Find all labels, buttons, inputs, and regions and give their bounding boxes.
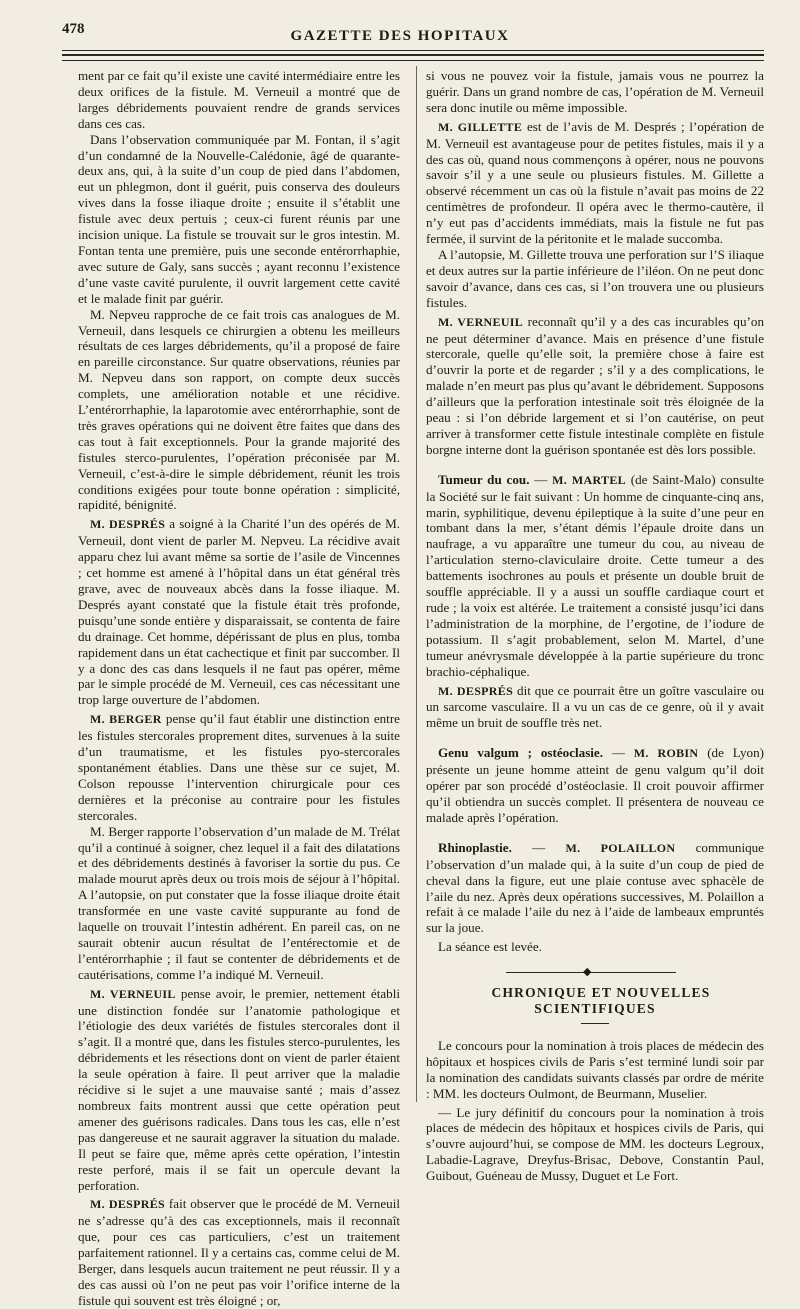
paragraph: M. Berger rapporte l’observation d’un malade de M. Trélat qu’il a continué à soigner, chez lequel il a fait des dilatations et des débridements destinés à favoriser la sortie du pus. Ce malade mourut après deux ou trois mois de séjour à l’hôpital. A l’autopsie, on put constater que la fosse iliaque droite était transformée en une vaste cavité suppurante au fond de laquelle on trouvait l’intestin adhérent. En pareil cas, on ne saurait obtenir aucun résultat de l’entérectomie et de l’entérorrhaphie ; il faut se contenter de débridements et de cautérisations, comme l’a indiqué M. Verneuil. bbox=[78, 823, 400, 982]
paragraph: A l’autopsie, M. Gillette trouva une perforation sur l’S iliaque et deux autres sur la partie inférieure de l’iléon. On ne peut donc savoir d’avance, dans ces cas, si l’on trouvera une ou plusieurs fistules. bbox=[426, 246, 764, 310]
paragraph-text: fait observer que le procédé de M. Verneuil ne s’adresse qu’à des cas exceptionnels, mais il reconnaît que, pour ces cas particuliers, c’est un traitement parfaitement rationnel. Il y a certains cas, comme celui de M. Berger, dans lesquels aucun traitement ne peut réussir. Il y a des cas aussi où l’on ne peut pas voir l’orifice interne de la fistule qui souvent est très éloigné ; or, bbox=[78, 1196, 400, 1308]
paragraph-text: est de l’avis de M. Després ; l’opération de M. Verneuil est avantageuse pour de petites fistules, mais il y a des cas où, quand nous commençons à opérer, nous ne pouvons savoir s’il y a une seule ou plusieurs fistules. M. Gillette a observé récemment un cas où la fistule n’avait pas moins de 22 centimètres de profondeur. Il opéra avec le thermo-cautère, il n’y eut pas d’accidents immédiats, mais la fistule ne fut pas fermée, il survint de la péritonite et le malade succomba. bbox=[426, 118, 764, 247]
speaker-name: M. DESPRÉS bbox=[90, 517, 166, 532]
section-heading: Rhinoplastie. bbox=[438, 839, 512, 855]
header-rule-thick bbox=[62, 54, 764, 56]
speaker-name: M. MARTEL bbox=[552, 472, 626, 487]
paragraph bbox=[426, 683, 764, 732]
paragraph: Rhinoplastie. — M. POLAILLON communique l’observation d’un malade qui, à la suite d’un coup de pied de cheval dans la figure, eut une plaie contuse avec sphacèle de l’aile du nez. Après deux opérations successives, M. Polaillon a refait à ce malade l’aile du nez à l’aide de lambeaux empruntés sur la joue. bbox=[426, 839, 764, 936]
paragraph: Tumeur du cou. — M. MARTEL (de Saint-Malo) consulte la Société sur le fait suivant : Un homme de cinquante-cinq ans, marin, syphilitique, devenu épileptique à la suite d’une peur en tombant dans la mer, s’étant démis l’épaule droite dans un naufrage, a vu apparaître une tumeur du cou, au niveau de l’articulation sterno-claviculaire droite. Cette tumeur a des battements isochrones au pouls et présente un double bruit de souffle appréciable. Il y a aussi un souffle cardiaque court et rude ; la voix est altérée. Le traitement a consisté jusqu’ici dans l’administration de la morphine, de l’ergotine, de l’iodure de potassium. Il s’agit probablement, selon M. Martel, d’une tumeur anévrysmale développée à la partie supérieure du tronc brachio-céphalique. bbox=[426, 471, 764, 679]
speaker-name: M. DESPRÉS bbox=[90, 1197, 165, 1212]
column-divider bbox=[416, 66, 417, 1102]
header-rule-bottom bbox=[62, 60, 764, 61]
paragraph bbox=[426, 119, 764, 247]
paragraph bbox=[426, 314, 764, 458]
header-rule-thin bbox=[62, 50, 764, 51]
paragraph: ment par ce fait qu’il existe une cavité intermédiaire entre les deux orifices de la fistule. M. Verneuil a montré que de larges débridements pouvaient rendre de grands services dans ces cas. bbox=[78, 68, 400, 131]
paragraph-text: reconnaît qu’il y a des cas incurables qu’on ne peut déterminer d’avance. Mais en présence d’une fistule stercorale, quelle qu’elle soit, la première chose à faire est d’ouvrir la porte et de regarder ; s’il y a des complications, le malade n’en meurt pas plus qu’avant le débridement. Supposons d’ailleurs que la perforation intestinale soit très éloignée de la peau : si l’on débride largement et si l’on cautérise, on peut arriver à transformer cette fistule intestinale complète en fistule borgne interne dont la guérison spontanée est dès lors possible. bbox=[426, 313, 764, 457]
page-number: 478 bbox=[62, 21, 85, 37]
paragraph-text: (de Saint-Malo) consulte la Société sur le fait suivant : Un homme de cinquante-cinq ans, marin, syphilitique, devenu épileptique à la suite d’une peur en tombant dans la mer, s’étant démis l’épaule droite dans un naufrage, a vu apparaître une tumeur du cou, au niveau de l’articulation sterno-claviculaire droite. Cette tumeur a des battements isochrones au pouls et présente un double bruit de souffle appréciable. Il y a aussi un souffle cardiaque court et rude ; la voix est altérée. Le traitement a consisté jusqu’ici dans l’administration de la morphine, de l’ergotine, de l’iodure de potassium. Il s’agit probablement, selon M. Martel, d’une tumeur anévrysmale développée à la partie supérieure du tronc brachio-céphalique. bbox=[426, 471, 764, 679]
paragraph-text: a soigné à la Charité l’un des opérés de M. Verneuil, dont vient de parler M. Nepveu. La récidive avait apparu chez lui avant même sa sortie de l’asile de Vincennes ; cet homme est amené à l’hôpital dans un état général très grave, avec de nouveaux abcès dans la fosse iliaque. M. Després ayant constaté que la fistule était très profonde, puisqu’une sonde entière y disparaissait, se contenta de faire du drainage. Cet homme, dépérissant de plus en plus, tomba rapidement dans un état cachectique et finit par succomber. Il y a donc des cas dans lesquels il ne faut pas opérer, même par le simple procédé de M. Verneuil, ces cas nécessitant une trop large ouverture de l’abdomen. bbox=[78, 516, 400, 708]
paragraph: — Le jury définitif du concours pour la nomination à trois places de médecin des hôpitaux et hospices civils de Paris, qui s’ouvre aujourd’hui, se compose de MM. les docteurs Legroux, Labadie-Lagrave, Dreyfus-Brisac, Debove, Constantin Paul, Guibout, Guéneau de Mussy, Duguet et Le Fort. bbox=[426, 1104, 764, 1184]
paragraph: M. Nepveu rapproche de ce fait trois cas analogues de M. Verneuil, dans lesquels ce chirurgien a obtenu les meilleurs résultats de ces larges débridements, qu’il a proposé de faire en pareille circonstance. Sur quatre observations, réunies par M. Nepveu dans son rapport, on compte deux succès complets, une amélioration notable et une récidive. L’entérorrhaphie, la laparotomie avec entérorrhaphie, sont de très graves opérations qui ne doivent être faites que dans des cas tout à fait exceptionnels. Pour la grande majorité des fistules sterco-purulentes, l’opération préconisée par M. Verneuil, c’est-à-dire le simple débridement, réunit les trois conditions exigées pour toute bonne opération : simplicité, rapidité, bénignité. bbox=[78, 306, 400, 513]
speaker-name: M. ROBIN bbox=[633, 746, 699, 761]
paragraph bbox=[78, 516, 400, 708]
speaker-name: M. GILLETTE bbox=[438, 119, 523, 134]
chronicle-heading: CHRONIQUE ET NOUVELLES SCIENTIFIQUES bbox=[491, 985, 711, 1017]
paragraph: Genu valgum ; ostéoclasie. — M. ROBIN (de Lyon) présente un jeune homme atteint de genu valgum qu’il doit opérer par son procédé d’ostéoclasie. Il croit pouvoir affirmer qu’il obtiendra un succès complet. Il présentera de nouveau ce malade après l’opération. bbox=[426, 745, 764, 825]
diamond-ornament-icon: ◆ bbox=[583, 966, 592, 979]
section-heading: Tumeur du cou. bbox=[438, 471, 530, 487]
left-column bbox=[78, 68, 400, 1309]
speaker-name: M. VERNEUIL bbox=[90, 986, 176, 1001]
speaker-name: M. VERNEUIL bbox=[438, 314, 524, 329]
right-column bbox=[426, 68, 764, 1184]
paragraph bbox=[78, 1196, 400, 1308]
paragraph-text: pense avoir, le premier, nettement établi une distinction fondée sur l’anatomie pathologique et l’étiologie des deux variétés de fistules stercorales dont il s’agit. Il a montré que, dans les fistules sterco-purulentes, les débridements et les résections dont on vient de parler étaient la seule opération à faire. Il peut arriver que la maladie récidive si le sujet a une mauvaise santé ; mais d’assez nombreux faits montrent aussi que cette opération peut amener des guérisons radicales. Dans tous les cas, elle n’est pas dangereuse et ne saurait aggraver la situation du malade. Il peut se faire que, même après cette opération, l’intestin reste perforé, mais il se fait un opercule devant la perforation. bbox=[78, 985, 400, 1193]
paragraph-text: dit que ce pourrait être un goître vasculaire ou un sarcome vasculaire. Il a vu un cas de ce genre, où il y avait même un bruit de souffle très net. bbox=[426, 682, 764, 731]
speaker-name: M. POLAILLON bbox=[565, 840, 676, 855]
paragraph: Dans l’observation communiquée par M. Fontan, il s’agit d’un condamné de la Nouvelle-Calédonie, âgé de quarante-deux ans, qui, à la suite d’un coup de pied dans l’abdomen, eut un phlegmon, dont il guérit, puis conserva des douleurs vives dans la fosse iliaque droite ; ensuite il s’établit une fistule avec deux pertuis ; ceux-ci furent réunis par une incision unique. La fistule se trouvait sur le gros intestin. M. Fontan tenta une première, puis une seconde entérorrhaphie, avec suture de Galy, sans succès ; ayant reconnu l’existence d’une vaste cavité purulente, il ouvrit largement cette cavité et le malade finit par guérir. bbox=[78, 131, 400, 306]
paragraph: La séance est levée. bbox=[438, 939, 542, 955]
paragraph: Le concours pour la nomination à trois places de médecin des hôpitaux et hospices civils de Paris s’est terminé lundi soir par la nomination des candidats suivants classés par ordre de mérite : MM. les docteurs Oulmont, de Beurmann, Muselier. bbox=[426, 1037, 764, 1101]
speaker-name: M. BERGER bbox=[90, 712, 162, 727]
section-heading: Genu valgum ; ostéoclasie. bbox=[438, 745, 604, 761]
paragraph-text: pense qu’il faut établir une distinction entre les fistules stercorales proprement dites, survenues à la suite d’un traumatisme, et les fistules pyo-stercorales spontanément établies. Dans une thèse sur ce sujet, M. Colson repousse l’intervention chirurgicale pour ces dernières et la préconise au contraire pour les fistules stercorales. bbox=[78, 711, 400, 823]
paragraph bbox=[78, 711, 400, 823]
paragraph: si vous ne pouvez voir la fistule, jamais vous ne pourrez la guérir. Dans un grand nombre de cas, l’opération de M. Verneuil sera donc inutile ou même impossible. bbox=[426, 68, 764, 115]
heading-rule bbox=[581, 1023, 609, 1024]
speaker-name: M. DESPRÉS bbox=[438, 683, 514, 698]
paragraph-text: communique l’observation d’un malade qui, à la suite d’un coup de pied de cheval dans la figure, eut une plaie contuse avec sphacèle de l’aile du nez. Après deux opérations successives, M. Polaillon a refait à ce malade l’aile du nez à l’aide de lambeaux empruntés sur la joue. bbox=[426, 839, 764, 936]
paragraph bbox=[78, 986, 400, 1194]
paragraph-text: (de Lyon) présente un jeune homme atteint de genu valgum qu’il doit opérer par son procédé d’ostéoclasie. Il croit pouvoir affirmer qu’il obtiendra un succès complet. Il présentera de nouveau ce malade après l’opération. bbox=[426, 745, 764, 825]
running-title: GAZETTE DES HOPITAUX bbox=[290, 28, 510, 44]
section-ornament bbox=[426, 965, 764, 979]
